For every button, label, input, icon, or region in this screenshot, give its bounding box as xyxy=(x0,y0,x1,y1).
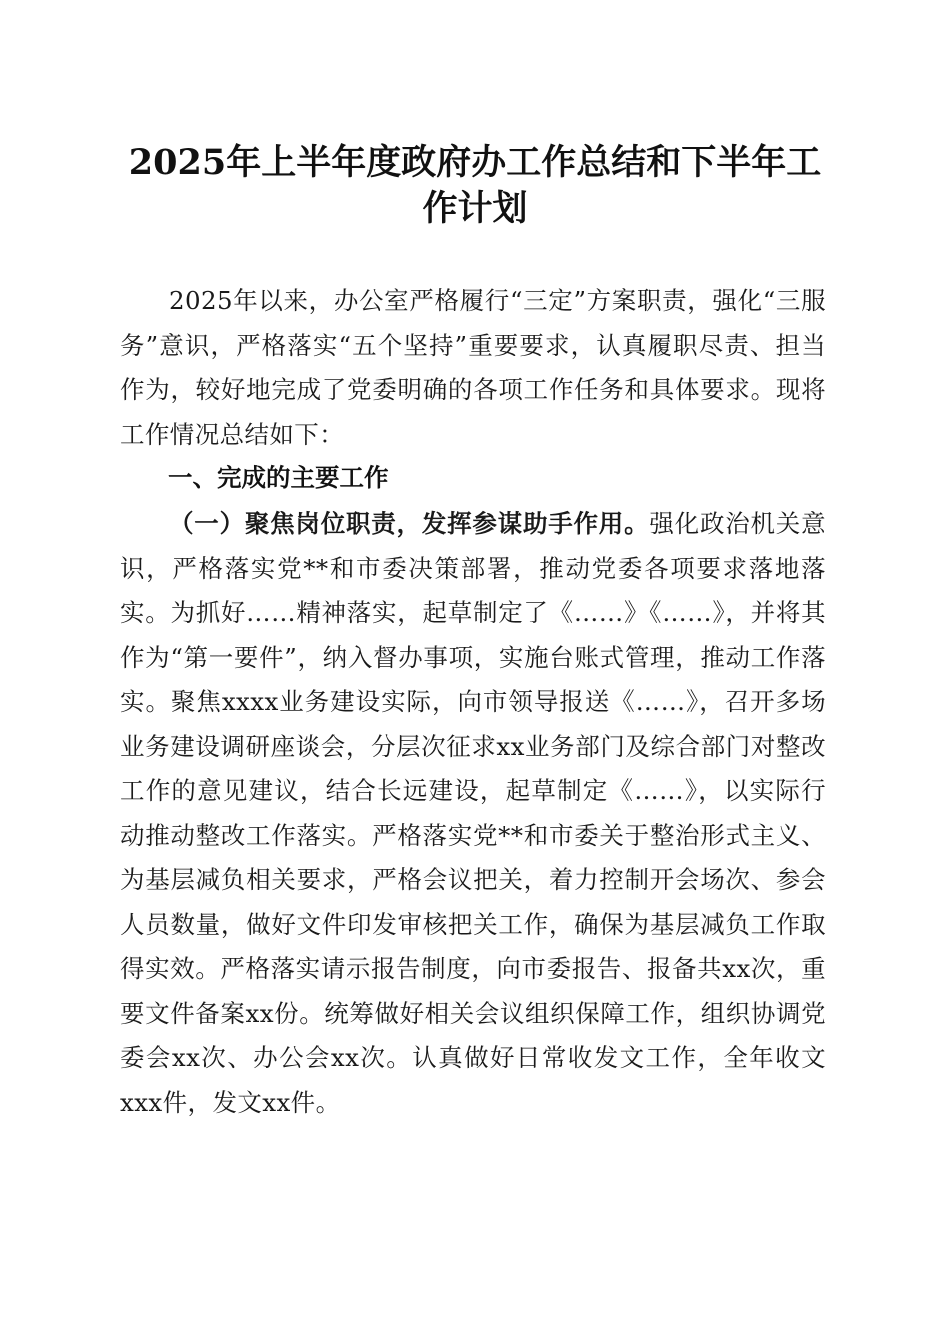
paragraph-body-text: 强化政治机关意识，严格落实党**和市委决策部署，推动党委各项要求落地落实。为抓好……精神落实，起草制定了《……》《……》，并将其作为“第一要件”，纳入督办事项，实施台账式管理，推动工作落实。聚焦xxxx业务建设实际，向市领导报送《……》，召开多场业务建设调研座谈会，分层次征求xx业务部门及综合部门对整改工作的意见建议，结合长远建设，起草制定《……》，以实际行动推动整改工作落实。严格落实党**和市委关于整治形式主义、为基层减负相关要求，严格会议把关，着力控制开会场次、参会人员数量，做好文件印发审核把关工作，确保为基层减负工作取得实效。严格落实请示报告制度，向市委报告、报备共xx次，重要文件备案xx份。统筹做好相关会议组织保障工作，组织协调党委会xx次、办公会xx次。认真做好日常收发文工作，全年收文xxx件，发文xx件。 xyxy=(120,509,826,1117)
intro-paragraph: 2025年以来，办公室严格履行“三定”方案职责，强化“三服务”意识，严格落实“五个坚持”重要要求，认真履职尽责、担当作为，较好地完成了党委明确的各项工作任务和具体要求。现将工作情况总结如下： xyxy=(120,286,826,449)
document-title: 2025年上半年度政府办工作总结和下半年工作计划 xyxy=(128,142,822,229)
section-paragraph-1 xyxy=(120,502,826,1125)
paragraph-lead-heading: （一）聚焦岗位职责，发挥参谋助手作用。 xyxy=(169,509,650,538)
section-heading-main-work: 一、完成的主要工作 xyxy=(168,463,389,492)
